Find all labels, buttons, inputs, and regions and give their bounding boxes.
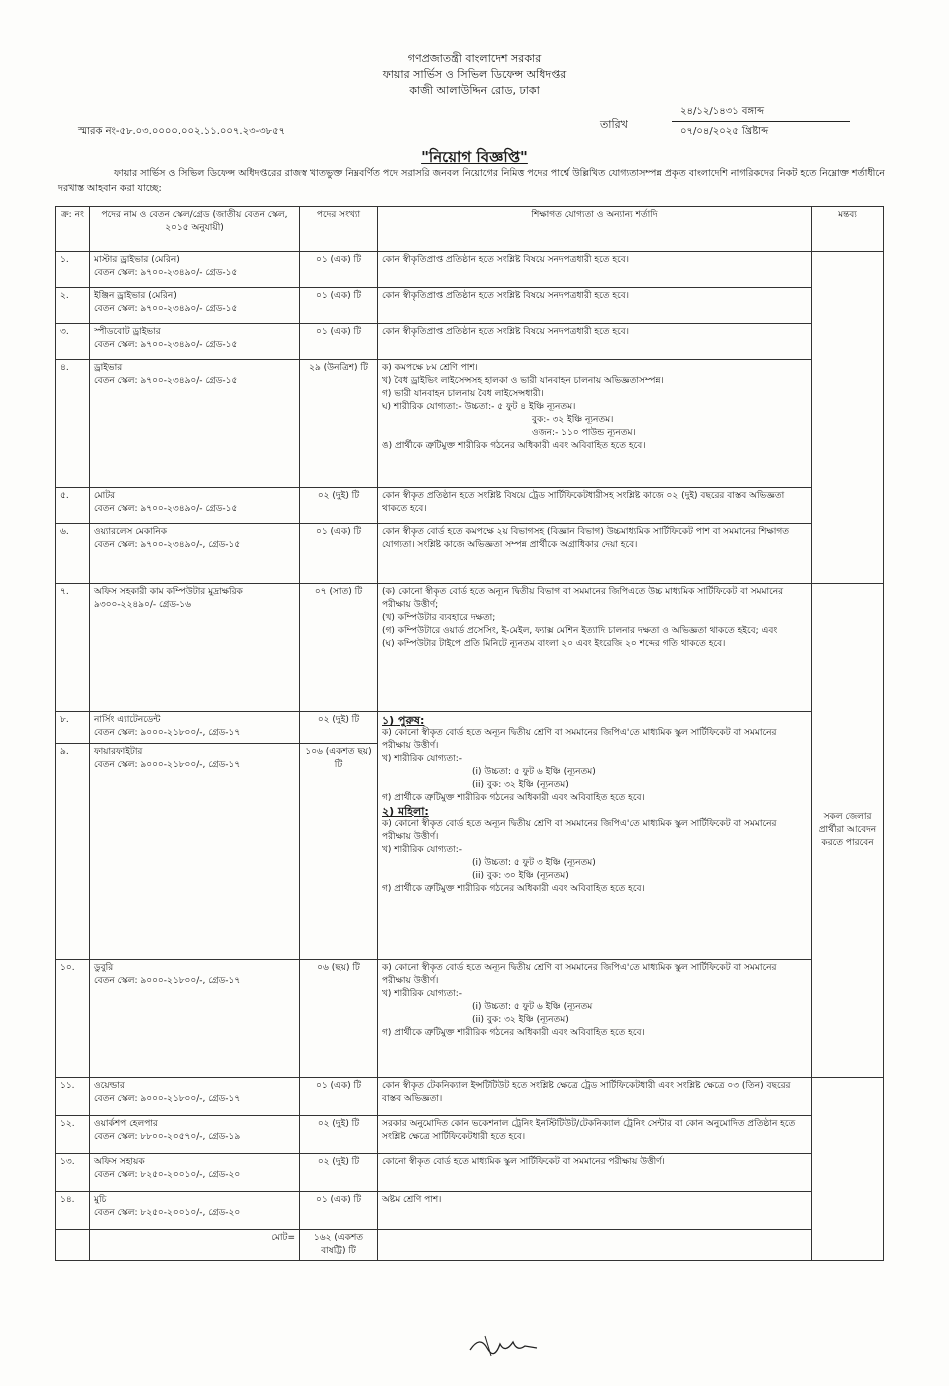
row-post: [90, 1116, 300, 1154]
table-header-row: [56, 207, 884, 252]
row-qualification: [378, 360, 812, 488]
row-count: ০১ (এক) টি: [300, 324, 378, 360]
row-qualification: [378, 324, 812, 360]
post-name: ফায়ারফাইটার: [94, 747, 143, 757]
qualification-line: ঙ) প্রার্থীকে ত্রুটিমুক্ত শারীরিক গঠনের অধিকারী এবং অবিবাহিত হতে হবে।: [382, 441, 646, 451]
signature-icon: [465, 1330, 545, 1360]
table-row: [56, 252, 884, 288]
table-row: [56, 584, 884, 712]
pay-scale: বেতন স্কেল: ৮২৫০-২০০১০/-, গ্রেড-২০: [94, 1208, 241, 1218]
memo-number: স্মারক নং-৫৮.০৩.০০০০.০০২.১১.০০৭.২৩-৩৮৫৭: [78, 126, 286, 137]
qualification-line: (গ) কম্পিউটারে ওয়ার্ড প্রসেসিং, ই-মেইল, ফ্যাক্স মেশিন ইত্যাদি চালনার দক্ষতা ও অভিজ্ঞতা থাকতে হইবে; এবং: [382, 626, 778, 636]
row-sl: ১১.: [56, 1078, 90, 1116]
row-sl: ৮.: [56, 712, 90, 744]
row-sl: ৫.: [56, 488, 90, 524]
total-row: [56, 1230, 884, 1261]
pay-scale: বেতন স্কেল: ৯০০০-২১৮০০/-, গ্রেড-১৭: [94, 728, 241, 738]
qualification-line: ঘ) শারীরিক যোগ্যতা:- উচ্চতা:- ৫ ফুট ৪ ইঞ্চি ন্যূনতম।: [382, 402, 576, 412]
qualification-line: কোন স্বীকৃতিপ্রাপ্ত প্রতিষ্ঠান হতে সংশ্লিষ্ট বিষয়ে সনদপত্রধারী হতে হবে।: [382, 327, 629, 337]
table-row: [56, 360, 884, 488]
date-bangla: ২৪/১২/১৪৩১ বঙ্গাব্দ: [672, 104, 850, 122]
qualification-line: (i) উচ্চতা: ৫ ফুট ৬ ইঞ্চি (ন্যূনতম: [472, 1002, 593, 1012]
row-count: ০৬ (ছয়) টি: [300, 960, 378, 1078]
pay-scale: বেতন স্কেল: ৯৭০০-২৩৪৯০/- গ্রেড-১৫: [94, 504, 238, 514]
row-qualification: [378, 252, 812, 288]
table-body: [56, 252, 884, 1261]
header-remark: মন্তব্য: [812, 207, 884, 252]
qualification-line: গ) প্রার্থীকে ত্রুটিমুক্ত শারীরিক গঠনের অধিকারী এবং অবিবাহিত হতে হবে।: [382, 793, 645, 803]
post-name: নার্সিং এ্যাটেনডেন্ট: [94, 715, 161, 725]
row-sl: ১৩.: [56, 1154, 90, 1192]
row-post: [90, 1078, 300, 1116]
row-post: [90, 288, 300, 324]
row-count: ০২ (দুই) টি: [300, 1154, 378, 1192]
row-sl: ৯.: [56, 744, 90, 960]
qualification-line: কোন স্বীকৃতিপ্রাপ্ত প্রতিষ্ঠান হতে সংশ্লিষ্ট বিষয়ে সনদপত্রধারী হতে হবে।: [382, 291, 629, 301]
pay-scale: বেতন স্কেল: ৯০০০-২১৮০০/-, গ্রেড-১৭: [94, 976, 241, 986]
qualification-line: সরকার অনুমোদিত কোন ভকেশনাল ট্রেনিং ইনস্টিটিউট/টেকনিক্যাল ট্রেনিং সেন্টার বা কোন অনুমোদিত প্রতিষ্ঠান হতে সংশ্লিষ্ট ক্ষেত্রে সার্টিফিকেটধারী হতে হবে।: [382, 1119, 796, 1142]
pay-scale: বেতন স্কেল: ৯৭০০-২৩৪৯০/- গ্রেড-১৫: [94, 340, 238, 350]
qualification-line: ক) কোনো স্বীকৃত বোর্ড হতে অন্যূন দ্বিতীয় শ্রেণি বা সমমানের জিপিএ'তে মাধ্যমিক স্কুল সার্টিফিকেট বা সমমানের পরীক্ষায় উত্তীর্ণ।: [382, 963, 777, 986]
qualification-line: ক) কমপক্ষে ৮ম শ্রেণি পাশ।: [382, 363, 478, 373]
header-count: পদের সংখ্যা: [300, 207, 378, 252]
pay-scale: বেতন স্কেল: ৯৭০০-২৩৪৯০/-, গ্রেড-১৫: [94, 540, 241, 550]
row-post: [90, 324, 300, 360]
qualification-line: কোন স্বীকৃত প্রতিষ্ঠান হতে সংশ্লিষ্ট বিষয়ে ট্রেড সার্টিফিকেটধারীসহ সংশ্লিষ্ট কাজে ০২ (দুই) বছরের বাস্তব অভিজ্ঞতা থাকতে হবে।: [382, 491, 785, 514]
male-heading: ১) পুরুষ:: [382, 714, 425, 727]
female-heading: ২) মহিলা:: [382, 805, 429, 818]
row-sl: ১.: [56, 252, 90, 288]
row-post: [90, 960, 300, 1078]
total-empty: [56, 1230, 90, 1261]
table-row: [56, 1116, 884, 1154]
post-name: মাস্টার ড্রাইভার (মেরিন): [94, 255, 180, 265]
notice-title: "নিয়োগ বিজ্ঞপ্তি": [421, 148, 528, 166]
qualification-line: (ক) কোনো স্বীকৃত বোর্ড হতে অন্যূন দ্বিতীয় বিভাগ বা সমমানের জিপিএতে উচ্চ মাধ্যমিক সার্টিফিকেট বা সমমানের পরীক্ষায় উত্তীর্ণ;: [382, 587, 784, 610]
remark-cell: সকল জেলার প্রার্থীরা আবেদন করতে পারবেন: [812, 584, 884, 1078]
pay-scale: ৯৩০০-২২৪৯০/- গ্রেড-১৬: [94, 600, 191, 610]
row-count: ০২ (দুই) টি: [300, 488, 378, 524]
qualification-line: বুক:- ৩২ ইঞ্চি ন্যূনতম।: [532, 415, 614, 425]
row-count: ০১ (এক) টি: [300, 524, 378, 584]
qualification-line: (ii) বুক: ৩০ ইঞ্চি (ন্যূনতম): [472, 871, 569, 881]
row-count: ০২ (দুই) টি: [300, 712, 378, 744]
row-sl: ১২.: [56, 1116, 90, 1154]
qualification-line: (ঘ) কম্পিউটার টাইপে প্রতি মিনিটে ন্যূনতম বাংলা ২০ এবং ইংরেজি ২০ শব্দের গতি থাকতে হবে।: [382, 639, 726, 649]
row-sl: ৬.: [56, 524, 90, 584]
row-sl: ৭.: [56, 584, 90, 712]
qualification-line: ক) কোনো স্বীকৃত বোর্ড হতে অন্যূন দ্বিতীয় শ্রেণি বা সমমানের জিপিএ'তে মাধ্যমিক স্কুল সার্টিফিকেট বা সমমানের পরীক্ষায় উত্তীর্ণ।: [382, 728, 777, 751]
row-remark-empty: [812, 1078, 884, 1261]
row-sl: ৪.: [56, 360, 90, 488]
post-name: অফিস সহকারী কাম কম্পিউটার মুদ্রাক্ষরিক: [94, 587, 243, 597]
qualification-line: কোন স্বীকৃতিপ্রাপ্ত প্রতিষ্ঠান হতে সংশ্লিষ্ট বিষয়ে সনদপত্রধারী হতে হবে।: [382, 255, 629, 265]
qualification-line: অষ্টম শ্রেণি পাশ।: [382, 1195, 442, 1205]
row-post: [90, 744, 300, 960]
qualification-line: খ) শারীরিক যোগ্যতা:-: [382, 845, 463, 855]
row-qualification: [378, 1116, 812, 1154]
row-post: [90, 488, 300, 524]
table-row: [56, 1154, 884, 1192]
row-count: ০৭ (সাত) টি: [300, 584, 378, 712]
row-sl: ১৪.: [56, 1192, 90, 1230]
post-name: ইঞ্জিন ড্রাইভার (মেরিন): [94, 291, 177, 301]
qualification-line: (ii) বুক: ৩২ ইঞ্চি (ন্যূনতম): [472, 780, 569, 790]
total-label: মোট=: [90, 1230, 300, 1261]
table-row: [56, 324, 884, 360]
qualification-line: ক) কোনো স্বীকৃত বোর্ড হতে অন্যূন দ্বিতীয় শ্রেণি বা সমমানের জিপিএ'তে মাধ্যমিক স্কুল সার্টিফিকেট বা সমমানের পরীক্ষায় উত্তীর্ণ।: [382, 819, 777, 842]
row-remark-empty: [812, 252, 884, 584]
qualification-line: কোনো স্বীকৃত বোর্ড হতে মাধ্যমিক স্কুল সার্টিফিকেট বা সমমানের পরীক্ষায় উত্তীর্ণ।: [382, 1157, 665, 1167]
firefighter-nursing-qualification: [378, 712, 812, 960]
row-count: ০১ (এক) টি: [300, 1192, 378, 1230]
header-qualification: শিক্ষাগত যোগ্যতা ও অন্যান্য শর্তাদি: [378, 207, 812, 252]
qualification-line: খ) বৈধ ড্রাইভিং লাইসেন্সসহ হালকা ও ভারী যানবাহন চালনায় অভিজ্ঞতাসম্পন্ন।: [382, 376, 664, 386]
pay-scale: বেতন স্কেল: ৮৮০০-২০৫৭০/-, গ্রেড-১৯: [94, 1132, 241, 1142]
row-count: ০২ (দুই) টি: [300, 1116, 378, 1154]
post-name: ওয়্যারলেস মেকানিক: [94, 527, 168, 537]
qualification-line: খ) শারীরিক যোগ্যতা:-: [382, 754, 463, 764]
qualification-line: কোন স্বীকৃত বোর্ড হতে কমপক্ষে ২য় বিভাগসহ (বিজ্ঞান বিভাগ) উচ্চমাধ্যমিক সার্টিফিকেট পাশ বা সমমানের শিক্ষাগত যোগ্যতা। সংশ্লিষ্ট কাজে অভিজ্ঞতা সম্পন্ন প্রার্থীকে অগ্রাধিকার দেয়া হবে।: [382, 527, 789, 550]
row-sl: ২.: [56, 288, 90, 324]
recruitment-table: [55, 206, 884, 1261]
notice-intro: ফায়ার সার্ভিস ও সিভিল ডিফেন্স অধিদপ্তরের রাজস্ব খাতভুক্ত নিম্নবর্ণিত পদে সরাসরি জনবল নিয়োগের নিমিত্ত পদের পার্শ্বে উল্লিখিত যোগ্যতাসম্পন্ন প্রকৃত বাংলাদেশি নাগরিকদের নিকট হতে নিম্নোক্ত শর্তাধীনে দরখাস্ত আহবান করা যাচ্ছে:: [58, 168, 885, 194]
post-name: ওয়ার্কশপ হেলপার: [94, 1119, 158, 1129]
qualification-line: গ) প্রার্থীকে ত্রুটিমুক্ত শারীরিক গঠনের অধিকারী এবং অবিবাহিত হতে হবে।: [382, 884, 645, 894]
row-qualification: [378, 1192, 812, 1230]
pay-scale: বেতন স্কেল: ৮২৫০-২০০১০/-, গ্রেড-২০: [94, 1170, 241, 1180]
post-name: ডুবুরি: [94, 963, 114, 973]
qualification-line: (i) উচ্চতা: ৫ ফুট ৬ ইঞ্চি (ন্যূনতম): [472, 767, 596, 777]
post-name: ড্রাইভার: [94, 363, 123, 373]
row-count: ২৯ (উনত্রিশ) টি: [300, 360, 378, 488]
post-name: মুচি: [94, 1195, 107, 1205]
row-qualification: [378, 960, 812, 1078]
qualification-line: গ) ভারী যানবাহন চালনায় বৈধ লাইসেন্সধারী।: [382, 389, 544, 399]
row-qualification: [378, 524, 812, 584]
qualification-line: গ) প্রার্থীকে ত্রুটিমুক্ত শারীরিক গঠনের অধিকারী এবং অবিবাহিত হতে হবে।: [382, 1028, 645, 1038]
header-line-3: কাজী আলাউদ্দিন রোড, ঢাকা: [409, 84, 540, 97]
header-post: পদের নাম ও বেতন স্কেল/গ্রেড (জাতীয় বেতন স্কেল, ২০১৫ অনুযায়ী): [90, 207, 300, 252]
table-row: [56, 712, 884, 744]
pay-scale: বেতন স্কেল: ৯৭০০-২৩৪৯০/- গ্রেড-১৫: [94, 268, 238, 278]
date-english: ০৭/০৪/২০২৫ খ্রিষ্টাব্দ: [680, 126, 769, 137]
pay-scale: বেতন স্কেল: ৯০০০-২১৮০০/-, গ্রেড-১৭: [94, 1094, 241, 1104]
row-post: [90, 360, 300, 488]
date-label: তারিখ: [600, 118, 628, 131]
row-sl: ১০.: [56, 960, 90, 1078]
qualification-line: (খ) কম্পিউটার ব্যবহারে দক্ষতা;: [382, 613, 496, 623]
table-row: [56, 1078, 884, 1116]
row-qualification: [378, 1154, 812, 1192]
post-name: স্পীডবোট ড্রাইভার: [94, 327, 161, 337]
qualification-line: খ) শারীরিক যোগ্যতা:-: [382, 989, 463, 999]
total-value: ১৬২ (একশত বাষট্টি) টি: [300, 1230, 378, 1261]
row-count: ০১ (এক) টি: [300, 1078, 378, 1116]
pay-scale: বেতন স্কেল: ৯৭০০-২৩৪৯০/- গ্রেড-১৫: [94, 304, 238, 314]
row-post: [90, 712, 300, 744]
qualification-line: (ii) বুক: ৩২ ইঞ্চি (ন্যূনতম): [472, 1015, 569, 1025]
total-empty: [378, 1230, 812, 1261]
row-count: ১০৬ (একশত ছয়) টি: [300, 744, 378, 960]
table-row: [56, 1192, 884, 1230]
row-sl: ৩.: [56, 324, 90, 360]
table-row: [56, 524, 884, 584]
qualification-line: ওজন:- ১১০ পাউন্ড ন্যূনতম।: [532, 428, 636, 438]
row-post: [90, 1154, 300, 1192]
post-name: মোটর: [94, 491, 116, 501]
table-row: [56, 288, 884, 324]
row-qualification: [378, 1078, 812, 1116]
header-sl: ক্র: নং: [56, 207, 90, 252]
header-line-1: গণপ্রজাতন্ত্রী বাংলাদেশ সরকার: [407, 52, 542, 65]
post-name: অফিস সহায়ক: [94, 1157, 145, 1167]
row-count: ০১ (এক) টি: [300, 288, 378, 324]
row-post: [90, 1192, 300, 1230]
row-post: [90, 524, 300, 584]
pay-scale: বেতন স্কেল: ৯৭০০-২৩৪৯০/- গ্রেড-১৫: [94, 376, 238, 386]
row-post: [90, 252, 300, 288]
row-qualification: [378, 288, 812, 324]
row-qualification: [378, 488, 812, 524]
post-name: ওয়েল্ডার: [94, 1081, 125, 1091]
row-count: ০১ (এক) টি: [300, 252, 378, 288]
row-qualification: [378, 584, 812, 712]
row-post: [90, 584, 300, 712]
header-line-2: ফায়ার সার্ভিস ও সিভিল ডিফেন্স অধিদপ্তর: [382, 68, 567, 81]
table-row: [56, 960, 884, 1078]
table-row: [56, 488, 884, 524]
qualification-line: কোন স্বীকৃত টেকনিক্যাল ইন্সটিটিউট হতে সংশ্লিষ্ট ক্ষেত্রে ট্রেড সার্টিফিকেটধারী এবং সংশ্লিষ্ট ক্ষেত্রে ০৩ (তিন) বছরের বাস্তব অভিজ্ঞতা।: [382, 1081, 791, 1104]
pay-scale: বেতন স্কেল: ৯০০০-২১৮০০/-, গ্রেড-১৭: [94, 760, 241, 770]
qualification-line: (i) উচ্চতা: ৫ ফুট ৩ ইঞ্চি (ন্যূনতম): [472, 858, 596, 868]
